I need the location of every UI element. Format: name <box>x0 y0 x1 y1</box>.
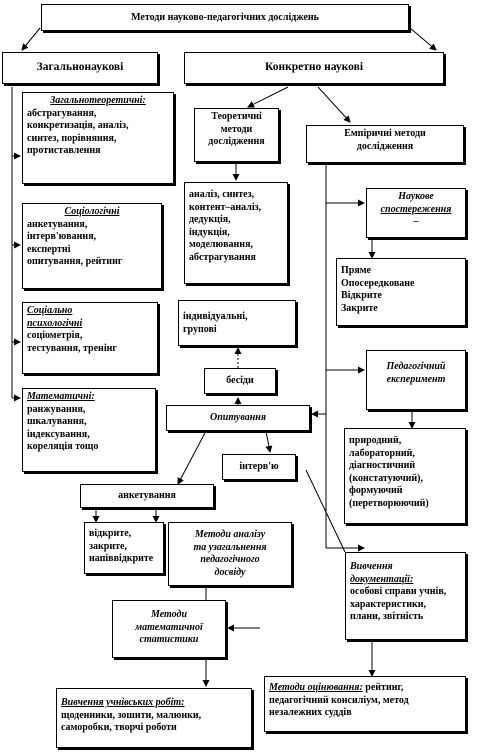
universal-line: конкретизація, аналіз, <box>27 120 129 131</box>
math-statistics-title: Методи <box>150 609 188 620</box>
empirical-methods-title: дослідження <box>356 140 414 152</box>
experience-analysis-box <box>168 522 292 586</box>
individual-group-line: групові <box>183 323 217 335</box>
theoretical-item: аналіз, синтез, <box>189 189 255 200</box>
mathematical-methods-title: Математичні: <box>27 391 95 402</box>
theoretical-methods-box <box>194 108 279 162</box>
mathematical-line: ранжування, <box>27 403 86 415</box>
rating-methods-line: незалежних суддів <box>269 707 352 718</box>
mathematical-line: кореляція тощо <box>27 441 99 452</box>
individual-group-line: індивідуальні, <box>183 311 248 322</box>
empirical-methods-box <box>306 125 464 163</box>
universal-line: абстрагування, <box>27 107 97 119</box>
experiment-title: Педагогічний <box>386 361 446 372</box>
theoretical-item: контент–аналіз, <box>189 201 262 213</box>
observation-dash: – <box>413 216 419 227</box>
theoretical-methods-title: дослідження <box>208 136 265 147</box>
theoretical-methods-title: Теоретичні <box>211 111 262 122</box>
sociopsych-methods-box <box>22 302 158 374</box>
experiment-type: природний, <box>349 435 402 446</box>
sociopsych-methods-title: психологічні <box>27 317 83 329</box>
rating-methods-rest: рейтинг, <box>362 682 404 693</box>
sociological-methods-title: Соціологічні <box>64 206 120 217</box>
universal-line: протиставлення <box>27 145 101 156</box>
experiment-type: формуючий <box>349 485 403 496</box>
questionnaire-type: закрите, <box>89 540 127 552</box>
observation-types-box <box>336 258 466 326</box>
theoretical-item: моделювання, <box>189 239 253 250</box>
sociopsych-line: тестування, тренінг <box>27 342 117 354</box>
concrete-methods-box <box>184 52 444 84</box>
survey-box <box>166 405 310 431</box>
documents-box <box>345 552 466 640</box>
experiment-type: діагностичний <box>349 460 416 471</box>
math-statistics-title: статистики <box>139 634 199 645</box>
experience-analysis-title: педагогічного <box>200 554 260 565</box>
observation-box <box>366 188 466 238</box>
conversation-box <box>204 368 276 394</box>
observation-title: Наукове <box>398 191 434 202</box>
concrete-methods-title: Конкретно наукові <box>264 61 364 73</box>
documents-line: характеристики, <box>350 598 427 610</box>
universal-methods-title: Загальнотеоретичні: <box>50 95 146 106</box>
questionnaire-label: анкетування <box>118 490 176 501</box>
questionnaire-type: відкрите, <box>89 528 132 539</box>
mathematical-line: шкалування, <box>27 416 87 427</box>
student-works-line: щоденники, зошити, малюнки, <box>61 709 202 721</box>
observation-type: Пряме <box>341 265 371 276</box>
mathematical-line: індексування, <box>27 428 90 440</box>
documents-line: особові справи учнів, <box>350 586 447 597</box>
sociological-line: опитування, рейтинг <box>27 256 123 267</box>
rating-methods-title: Методи оцінювання: <box>269 682 363 693</box>
universal-methods-box <box>22 92 174 184</box>
interview-box <box>222 454 296 480</box>
sociological-line: анкетування, <box>27 218 88 230</box>
documents-title: документації: <box>350 573 414 585</box>
individual-group-box <box>178 300 296 346</box>
main-title-box <box>41 4 409 31</box>
experiment-type: (перетворюючий) <box>349 497 429 509</box>
survey-label: Опитування <box>210 412 266 423</box>
sociopsych-methods-title: Соціально <box>27 305 73 316</box>
interview-label: інтерв'ю <box>239 461 279 472</box>
theoretical-list-box <box>184 182 288 284</box>
questionnaire-types-box <box>84 522 164 574</box>
documents-title: Вивчення <box>350 561 393 572</box>
sociological-line: інтерв'ювання, <box>27 231 97 242</box>
theoretical-item: абстрагування <box>189 251 256 263</box>
experience-analysis-title: Методи аналізу <box>194 529 266 540</box>
experience-analysis-title: досвіду <box>214 566 246 578</box>
general-methods-title: Загальнонаукові <box>36 61 124 73</box>
experiment-title: експеримент <box>386 373 446 385</box>
rating-methods-line: педагогічний консиліум, метод <box>269 694 409 706</box>
documents-line: плани, звітність <box>350 611 424 622</box>
student-works-line: саморобки, творчі роботи <box>61 722 177 733</box>
questionnaire-box <box>80 484 214 508</box>
conversation-label: бесіди <box>226 375 254 386</box>
sociopsych-line: соціометрія, <box>27 330 83 341</box>
observation-type: Відкрите <box>341 290 382 301</box>
experiment-types-box <box>344 428 466 524</box>
experiment-box <box>366 350 466 410</box>
observation-title: спостереження <box>380 203 452 215</box>
observation-type: Опосередковане <box>341 277 415 289</box>
experiment-type: лабораторний, <box>349 447 415 459</box>
main-title: Методи науково-педагогічних досліджень <box>131 12 319 23</box>
general-methods-box <box>2 52 158 84</box>
student-works-box <box>56 688 252 748</box>
rating-methods-box <box>264 676 466 732</box>
mathematical-methods-box <box>22 388 156 472</box>
questionnaire-type: напіввідкрите <box>89 553 154 564</box>
theoretical-methods-title: методи <box>220 123 253 135</box>
theoretical-item: індукція, <box>189 226 230 238</box>
math-statistics-title: математичної <box>135 621 203 633</box>
math-statistics-box <box>112 600 226 658</box>
experiment-type: (констатуючий), <box>349 472 423 484</box>
empirical-methods-title: Емпіричні методи <box>344 128 426 139</box>
observation-type: Закрите <box>341 302 378 314</box>
sociological-methods-box <box>22 203 162 289</box>
experience-analysis-title: та узагальнення <box>193 541 267 553</box>
universal-line: синтез, порівняння, <box>27 132 117 144</box>
theoretical-item: дедукція, <box>189 214 231 225</box>
sociological-line: експертні <box>27 243 71 255</box>
student-works-title: Вивчення учнівських робіт: <box>61 697 185 708</box>
